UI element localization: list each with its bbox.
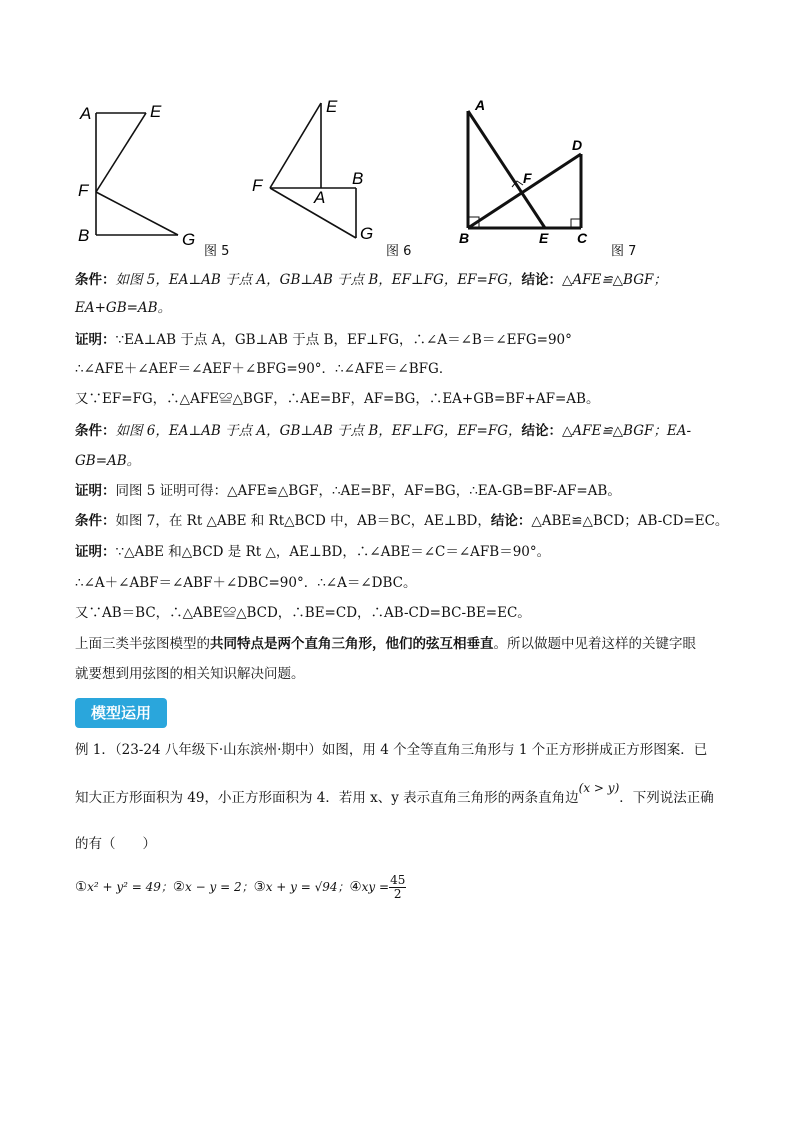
fig5-caption: 图 5: [204, 244, 230, 259]
fig5-label-b: B: [78, 226, 90, 245]
proof-text: ∵EA⊥AB 于点 A，GB⊥AB 于点 B，EF⊥FG，∴∠A＝∠B＝∠EFG=90°: [115, 332, 572, 348]
fig6-label-e: E: [326, 97, 338, 116]
proof-fig7-line2: ∴∠A＋∠ABF＝∠ABF＋∠DBC=90°．∴∠A＝∠DBC。: [75, 575, 417, 591]
proof-label: 证明：: [75, 483, 116, 499]
option-1: x² + y² = 49；: [87, 880, 173, 894]
conclusion-label: 结论：: [490, 513, 532, 529]
figure-6: [248, 95, 398, 255]
option-4-fraction: [389, 874, 406, 901]
fig7-label-d: D: [572, 137, 583, 153]
summary-text: 上面三类半弦图模型的: [75, 636, 210, 652]
fig7-line-ae: [468, 111, 545, 228]
fig5-line-fg: [96, 192, 178, 235]
option-4-lhs: xy =: [361, 880, 390, 894]
condition-fig7: [75, 511, 728, 531]
fig5-label-f: F: [78, 181, 89, 200]
fig7-caption: 图 7: [611, 244, 637, 259]
condition-text: 如图 5，EA⊥AB 于点 A，GB⊥AB 于点 B，EF⊥FG，EF=FG，: [115, 272, 522, 288]
fig7-label-f: F: [523, 170, 532, 186]
fig5-label-g: G: [182, 230, 196, 249]
proof-fig5-line3: 又∵EF=FG，∴△AFE≌△BGF，∴AE=BF，AF=BG，∴EA+GB=BF+AF=AB。: [75, 391, 600, 407]
option-2: x − y = 2；: [185, 880, 254, 894]
figure-5: [70, 95, 210, 255]
example-line3: 的有（ ）: [75, 836, 156, 852]
example-line1: 例 1．（23-24 八年级下·山东滨州·期中）如图，用 4 个全等直角三角形与 1 个正方形拼成正方形图案．已: [75, 742, 708, 758]
conclusion-text: △AFE≌△BGF；EA-: [562, 423, 692, 439]
condition-text: 如图 6，EA⊥AB 于点 A，GB⊥AB 于点 B，EF⊥FG，EF=FG，: [115, 423, 522, 439]
fig6-label-g: G: [360, 224, 374, 243]
fig5-label-a: A: [80, 104, 92, 123]
fig6-line-fg: [270, 188, 356, 238]
condition-label: 条件：: [75, 513, 116, 529]
condition-text: 如图 7，在 Rt △ABE 和 Rt△BCD 中，AB＝BC，AE⊥BD，: [115, 513, 491, 529]
proof-fig7-line1: [75, 542, 550, 562]
option-3-mark: ③: [253, 879, 266, 895]
example-line2: [75, 781, 714, 808]
conclusion-text: △AFE≌△BGF；: [562, 272, 667, 288]
proof-fig7-line3: 又∵AB＝BC，∴△ABE≌△BCD，∴BE=CD，∴AB-CD=BC-BE=EC。: [75, 605, 531, 621]
condition-fig5: [75, 270, 667, 290]
option-2-mark: ②: [172, 879, 186, 895]
proof-fig5-line1: [75, 330, 572, 350]
fraction-numerator: 45: [390, 873, 406, 887]
summary-line2: 就要想到用弦图的相关知识解决问题。: [75, 666, 305, 682]
option-3: x + y = √94；: [265, 880, 350, 894]
fig7-line-bd: [468, 154, 581, 228]
figure-7: [455, 95, 605, 255]
condition-label: 条件：: [75, 423, 116, 439]
condition-fig5-line2: EA+GB=AB。: [75, 300, 172, 316]
proof-text: ∵△ABE 和△BCD 是 Rt △，AE⊥BD，∴∠ABE＝∠C＝∠AFB＝90°。: [115, 544, 551, 560]
conclusion-text: △ABE≌△BCD；AB-CD=EC。: [531, 513, 729, 529]
fig5-label-e: E: [150, 102, 162, 121]
conclusion-label: 结论：: [521, 423, 563, 439]
proof-label: 证明：: [75, 544, 116, 560]
summary-line1: [75, 634, 696, 654]
proof-label: 证明：: [75, 332, 116, 348]
summary-text-tail: 。所以做题中见着这样的关键字眼: [493, 636, 696, 652]
option-1-mark: ①: [75, 879, 88, 895]
proof-fig5-line2: ∴∠AFE＋∠AEF＝∠AEF＋∠BFG=90°．∴∠AFE＝∠BFG．: [75, 361, 453, 377]
option-4-mark: ④: [349, 879, 362, 895]
summary-emphasis: 共同特点是两个直角三角形，他们的弦互相垂直: [210, 636, 494, 652]
fig6-label-b: B: [352, 169, 364, 188]
fig7-label-a: A: [475, 97, 486, 113]
fig7-label-e: E: [539, 230, 549, 246]
example-text: 知大正方形面积为 49，小正方形面积为 4．若用 x、y 表示直角三角形的两条直角边: [75, 790, 579, 806]
fraction-denominator: 2: [393, 887, 402, 901]
condition-fig6-line2: GB=AB。: [75, 453, 141, 469]
proof-fig6: [75, 481, 621, 501]
section-badge: 模型运用: [75, 698, 167, 728]
fig6-label-f: F: [252, 176, 263, 195]
example-text-tail: ．下列说法正确: [619, 790, 714, 806]
condition-label: 条件：: [75, 272, 116, 288]
fig7-label-c: C: [577, 230, 588, 246]
condition-fig6: [75, 421, 691, 441]
proof-text: 同图 5 证明可得：△AFE≌△BGF，∴AE=BF，AF=BG，∴EA-GB=BF-AF=AB。: [115, 483, 621, 499]
fig5-line-ef: [96, 113, 146, 192]
fig6-label-a: A: [314, 188, 326, 207]
fig6-caption: 图 6: [386, 244, 412, 259]
example-condition: (x > y): [578, 781, 620, 795]
conclusion-label: 结论：: [521, 272, 563, 288]
fig7-label-b: B: [459, 230, 470, 246]
options-line: [75, 874, 406, 901]
fig6-line-ef: [270, 103, 321, 188]
